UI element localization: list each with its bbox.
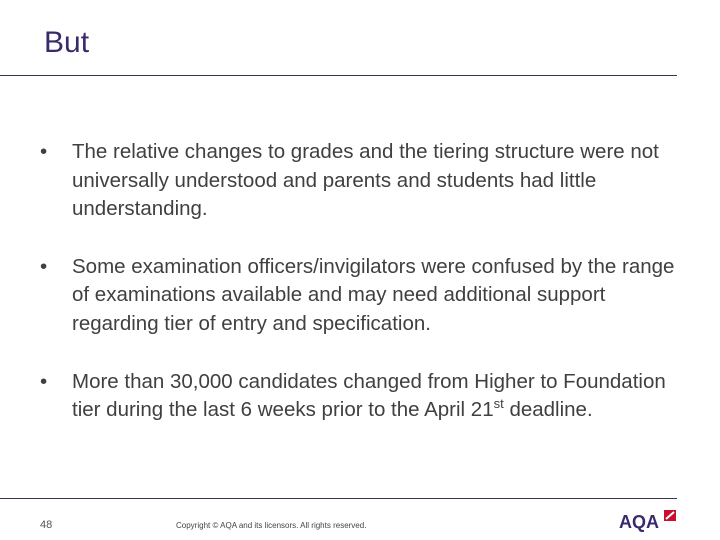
bullet-item: • Some examination officers/invigilators were confused by the range of examinations available and may need additional support regarding tier of entry and specification. bbox=[40, 254, 675, 335]
bullet-item: • More than 30,000 candidates changed from Higher to Foundation tier during the last 6 weeks prior to the April 21st deadline. bbox=[40, 369, 666, 422]
bullet-item: • The relative changes to grades and the tiering structure were not universally understood and parents and students had little understanding. bbox=[40, 140, 659, 221]
svg-text:AQA: AQA bbox=[619, 512, 659, 532]
bullet-icon: • bbox=[40, 140, 48, 163]
bullet-icon: • bbox=[40, 254, 48, 278]
page-number: 48 bbox=[40, 519, 53, 531]
copyright-text: Copyright © AQA and its licensors. All rights reserved. bbox=[176, 521, 367, 530]
bullet-list bbox=[40, 138, 680, 454]
title-divider bbox=[0, 75, 677, 76]
footer-divider bbox=[0, 498, 677, 499]
bullet-icon: • bbox=[40, 369, 48, 393]
aqa-logo bbox=[619, 508, 679, 537]
slide-title: But bbox=[44, 26, 90, 59]
